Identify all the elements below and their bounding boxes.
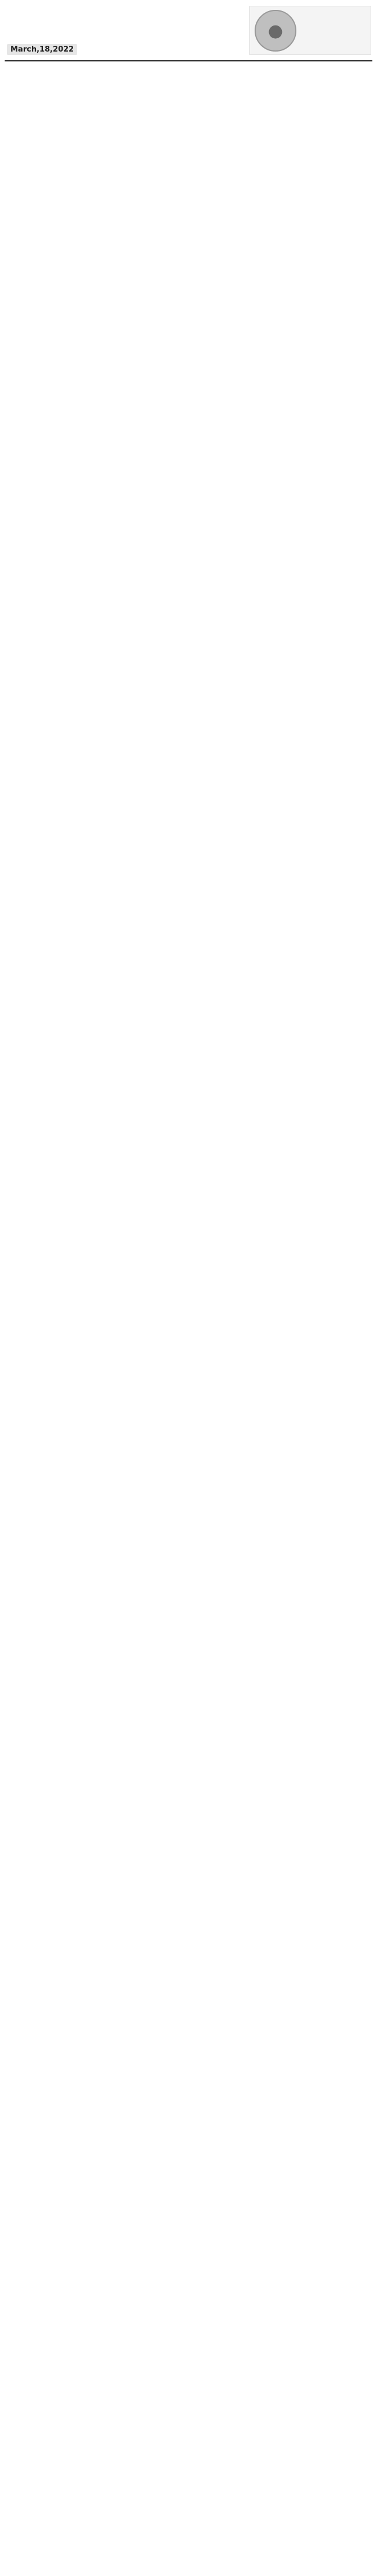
article-body	[8, 67, 369, 2568]
person-icon: ●	[267, 20, 284, 41]
author-photo	[255, 10, 296, 52]
header-divider	[5, 60, 372, 61]
article-header	[0, 0, 377, 58]
columnist-box	[249, 6, 371, 55]
publication-date: March,18,2022	[7, 44, 77, 55]
